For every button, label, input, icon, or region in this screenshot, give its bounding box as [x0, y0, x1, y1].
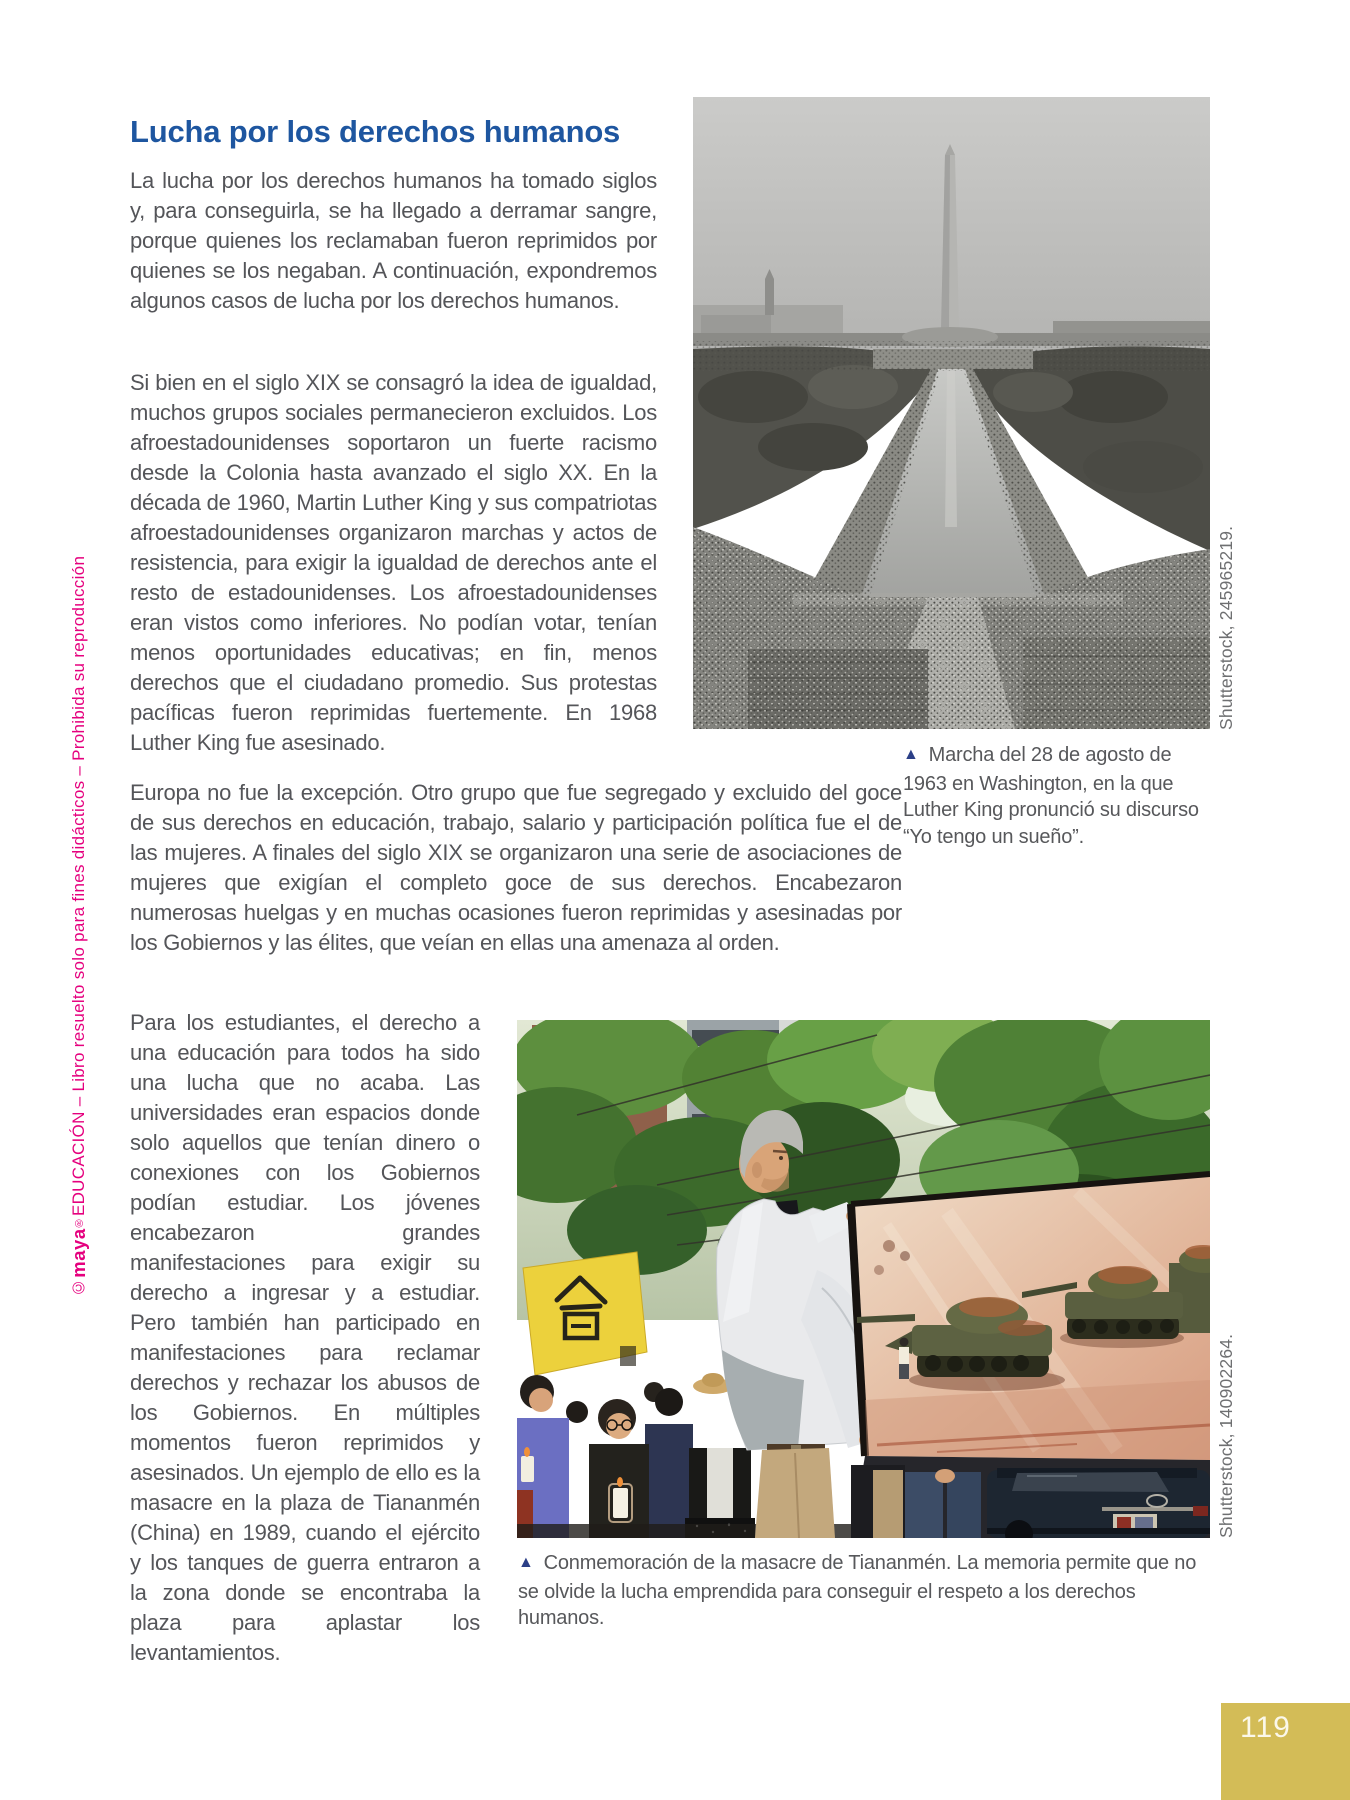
paragraph-civil-rights: Si bien en el siglo XIX se consagró la idea de igualdad, muchos grupos sociales permanecieron excluidos. Los afroestadounidenses soportaron un fuerte racismo desde la Colonia hasta avanzado el siglo XX. En la década de 1960, Martin Luther King y sus compatriotas afroestadounidenses organizaron marchas y actos de resistencia, para exigir la igualdad de derechos ante el resto de estadounidenses. Los afroestadounidenses eran vistos como inferiores. No podían votar, tenían menos oportunidades educativas; en fin, menos derechos que el ciudadano promedio. Sus protestas pacíficas fueron reprimidas fuertemente. En 1968 Luther King fue asesinado. [130, 370, 657, 755]
tiananmen-commemoration-photo [517, 1020, 1210, 1538]
caption-triangle-icon: ▲ [518, 1554, 534, 1571]
registered-mark: ® [73, 1216, 85, 1229]
page-number: 119 [1240, 1711, 1291, 1744]
washington-caption-text: Marcha del 28 de agosto de 1963 en Washington, en la que Luther King pronunció su discurso “Yo tengo un sueño”. [903, 744, 1199, 848]
black-car [987, 1468, 1210, 1538]
paragraph-intro: La lucha por los derechos humanos ha tomado siglos y, para conseguirla, se ha llegado a derramar sangre, porque quienes los reclamaban fueron reprimidos por quienes se los negaban. A continuación, expondremos algunos casos de lucha por los derechos humanos. [130, 168, 657, 313]
tiananmen-commemoration-illustration [517, 1020, 1210, 1538]
caption-triangle-icon: ▲ [903, 746, 919, 763]
yellow-banner [523, 1252, 647, 1375]
tank-man-figure [899, 1338, 909, 1380]
paragraph-women: Europa no fue la excepción. Otro grupo que fue segregado y excluido del goce de sus derechos en educación, trabajo, salario y participación política fue el de las mujeres. A finales del siglo XIX se organizaron una serie de asociaciones de mujeres que exigían el completo goce de sus derechos. Encabezaron numerosas huelgas y en muchas ocasiones fueron reprimidas y asesinadas por los Gobiernos y las élites, que veían en ellas una amenaza al orden. [130, 780, 902, 955]
copyright-notice-text: – Libro resuelto solo para fines didácticos – Prohibida su reproducción [69, 555, 88, 1112]
tiananmen-photo-credit: Shutterstock, 140902264. [1216, 1333, 1236, 1538]
publisher-logo-text: maya [68, 1228, 89, 1278]
jeans-legs [905, 1472, 943, 1538]
washington-march-photo [693, 97, 1210, 729]
page-title: Lucha por los derechos humanos [130, 114, 621, 149]
washington-caption [903, 742, 1215, 850]
publisher-imprint: EDUCACIÓN [69, 1111, 88, 1217]
candle [613, 1488, 628, 1518]
tiananmen-caption-text: Conmemoración de la masacre de Tiananmén. La memoria permite que no se olvide la lucha emprendida para conseguir el respeto a los derechos humanos. [518, 1552, 1197, 1629]
paragraph-students: Para los estudiantes, el derecho a una educación para todos ha sido una lucha que no acaba. Las universidades eran espacios donde solo aquellos que tenían dinero o conexiones con los Gobiernos podían estudiar. Los jóvenes encabezaron grandes manifestaciones para exigir su derecho a ingresar y a estudiar. Pero también han participado en manifestaciones para reclamar derechos y rechazar los abusos de los Gobiernos. En múltiples momentos fueron reprimidos y asesinados. Un ejemplo de ello es la masacre en la plaza de Tiananmén (China) en 1989, cuando el ejército y los tanques de guerra entraron a la zona donde se encontraba la plaza para aplastar los levantamientos. [130, 1010, 480, 1665]
woman-with-candle [589, 1399, 649, 1538]
copyright-sidebar [68, 452, 94, 1297]
tiananmen-caption [518, 1550, 1212, 1632]
tank-man-photo-board [851, 1174, 1210, 1460]
page-number-block [1221, 1703, 1350, 1800]
copyright-symbol: © [69, 1277, 88, 1297]
washington-march-illustration [693, 97, 1210, 729]
street-scene [851, 1456, 1210, 1538]
washington-photo-credit: Shutterstock, 245965219. [1216, 525, 1236, 730]
